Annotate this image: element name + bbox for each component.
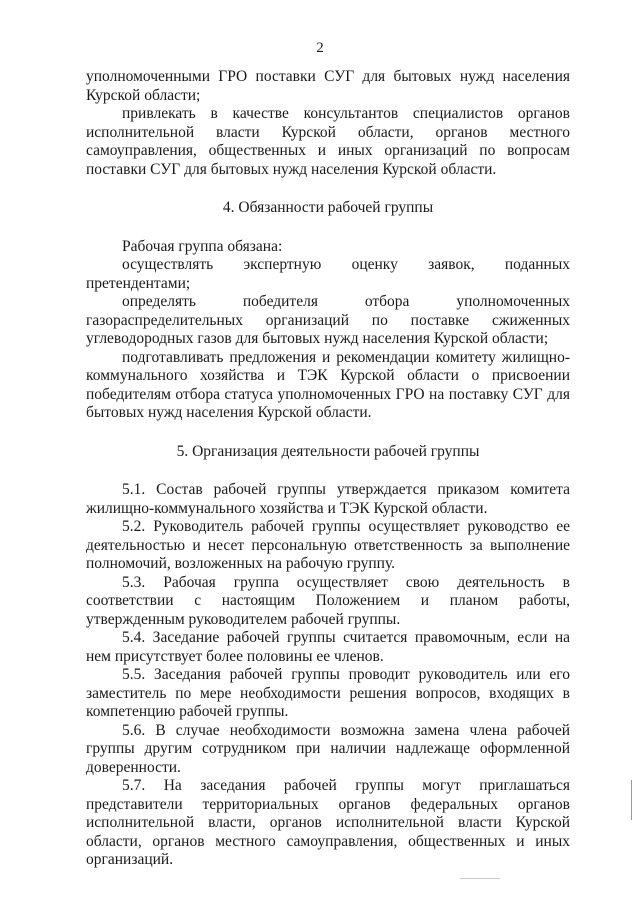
section-4-paragraph: подготавливать предложения и рекомендации комитету жилищно-коммунального хозяйства и ТЭК Курской области о присвоении победителям отбора статуса уполномоченных ГРО на поставку СУГ для бытовых нужд населения Курской области. — [86, 348, 570, 421]
page-number: 2 — [316, 40, 324, 56]
intro-paragraph-2: привлекать в качестве консультантов специалистов органов исполнительной власти Курской области, органов местного самоуправления, общественных и иных организаций по вопросам поставки СУГ для бытовых нужд населения Курской области. — [86, 105, 570, 178]
section-5-paragraph: 5.3. Рабочая группа осуществляет свою деятельность в соответствии с настоящим Положением и планом работы, утвержденным руководителем рабочей группы. — [86, 573, 570, 628]
section-4-paragraph: Рабочая группа обязана: — [122, 237, 283, 255]
scan-edge-mark — [631, 780, 632, 820]
section-5-paragraph: 5.1. Состав рабочей группы утверждается приказом комитета жилищно-коммунального хозяйства и ТЭК Курской области. — [86, 481, 570, 517]
section-5-heading: 5. Организация деятельности рабочей группы — [176, 442, 480, 460]
document-body — [86, 68, 570, 870]
section-4-heading: 4. Обязанности рабочей группы — [222, 199, 434, 216]
section-5-paragraph: 5.7. На заседания рабочей группы могут приглашаться представители территориальных органов федеральных органов исполнительной власти, органов исполнительной власти Курской области, органов местного самоуправления, общественных и иных организаций. — [86, 777, 570, 868]
section-4-paragraph: осуществлять экспертную оценку заявок, поданных претендентами; — [86, 256, 570, 292]
section-5-paragraph: 5.6. В случае необходимости возможна замена члена рабочей группы другим сотрудником при наличии надлежаще оформленной доверенности. — [86, 721, 570, 776]
section-5-paragraph: 5.4. Заседание рабочей группы считается правомочным, если на нем присутствует более половины ее членов. — [86, 629, 570, 665]
scan-bottom-mark — [460, 878, 500, 879]
intro-paragraph-1: уполномоченными ГРО поставки СУГ для бытовых нужд населения Курской области; — [86, 68, 570, 104]
section-4-paragraph: определять победителя отбора уполномоченных газораспределительных организаций по поставке сжиженных углеводородных газов для бытовых нужд населения Курской области; — [86, 293, 570, 347]
section-5-paragraph: 5.2. Руководитель рабочей группы осуществляет руководство ее деятельностью и несет персональную ответственность за выполнение полномочий, возложенных на рабочую группу. — [86, 518, 570, 572]
section-5-paragraph: 5.5. Заседания рабочей группы проводит руководитель или его заместитель по мере необходимости решения вопросов, входящих в компетенцию рабочей группы. — [86, 666, 570, 720]
